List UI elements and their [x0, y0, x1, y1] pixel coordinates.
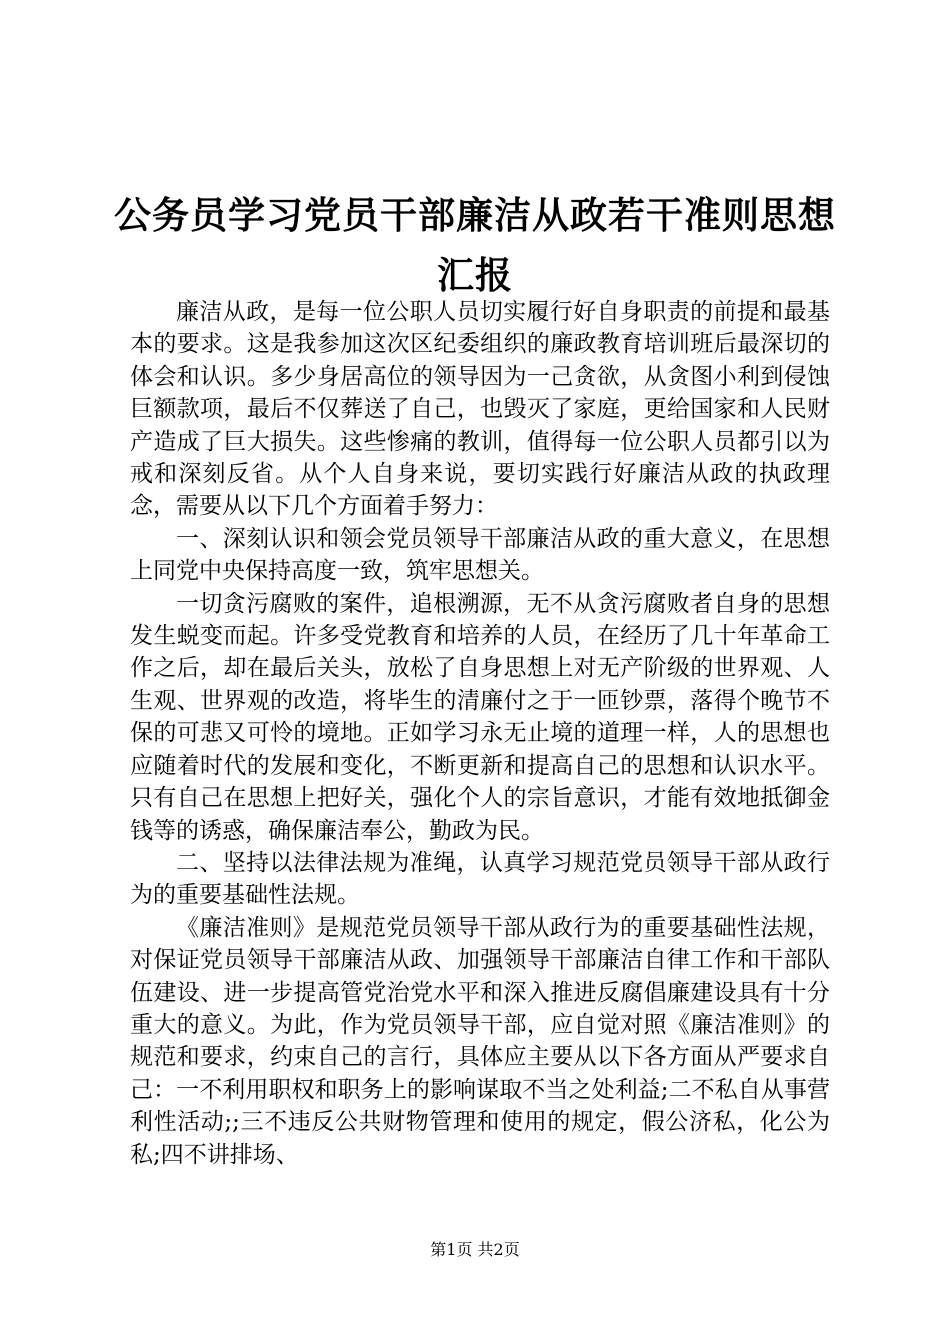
document-title: 公务员学习党员干部廉洁从政若干准则思想汇报 — [114, 192, 836, 297]
page-footer: 第1页 共2页 — [430, 1240, 520, 1259]
paragraph-intro: 廉洁从政，是每一位公职人员切实履行好自身职责的前提和最基本的要求。这是我参加这次区纪委组织的廉政教育培训班后最深切的体会和认识。多少身居高位的领导因为一己贪欲，从贪图小利到侵蚀巨额款项，最后不仅葬送了自己，也毁灭了家庭，更给国家和人民财产造成了巨大损失。这些惨痛的教训，值得每一位公职人员都引以为戒和深刻反省。从个人自身来说，要切实践行好廉洁从政的执政理念，需要从以下几个方面着手努力： — [130, 299, 830, 520]
paragraph-heading-2: 二、坚持以法律法规为准绳，认真学习规范党员领导干部从政行为的重要基础性法规。 — [130, 849, 830, 909]
paragraph-section-1: 一切贪污腐败的案件，追根溯源，无不从贪污腐败者自身的思想发生蜕变而起。许多受党教育和培养的人员，在经历了几十年革命工作之后，却在最后关头，放松了自身思想上对无产阶级的世界观、人生观、世界观的改造，将毕生的清廉付之于一匝钞票，落得个晚节不保的可悲又可怜的境地。正如学习永无止境的道理一样，人的思想也应随着时代的发展和变化，不断更新和提高自己的思想和认识水平。只有自己在思想上把好关，强化个人的宗旨意识，才能有效地抵御金钱等的诱惑，确保廉洁奉公，勤政为民。 — [130, 590, 830, 844]
document-body — [130, 296, 830, 1171]
paragraph-section-2: 《廉洁准则》是规范党员领导干部从政行为的重要基础性法规，对保证党员领导干部廉洁从政、加强领导干部廉洁自律工作和干部队伍建设、进一步提高管党治党水平和深入推进反腐倡廉建设具有十分重大的意义。为此，作为党员领导干部，应自觉对照《廉洁准则》的规范和要求，约束自己的言行，具体应主要从以下各方面从严要求自己：一不利用职权和职务上的影响谋取不当之处利益;二不私自从事营利性活动;;三不违反公共财物管理和使用的规定，假公济私，化公为私;四不讲排场、 — [130, 914, 830, 1168]
paragraph-heading-1: 一、深刻认识和领会党员领导干部廉洁从政的重大意义，在思想上同党中央保持高度一致，筑牢思想关。 — [130, 525, 830, 585]
